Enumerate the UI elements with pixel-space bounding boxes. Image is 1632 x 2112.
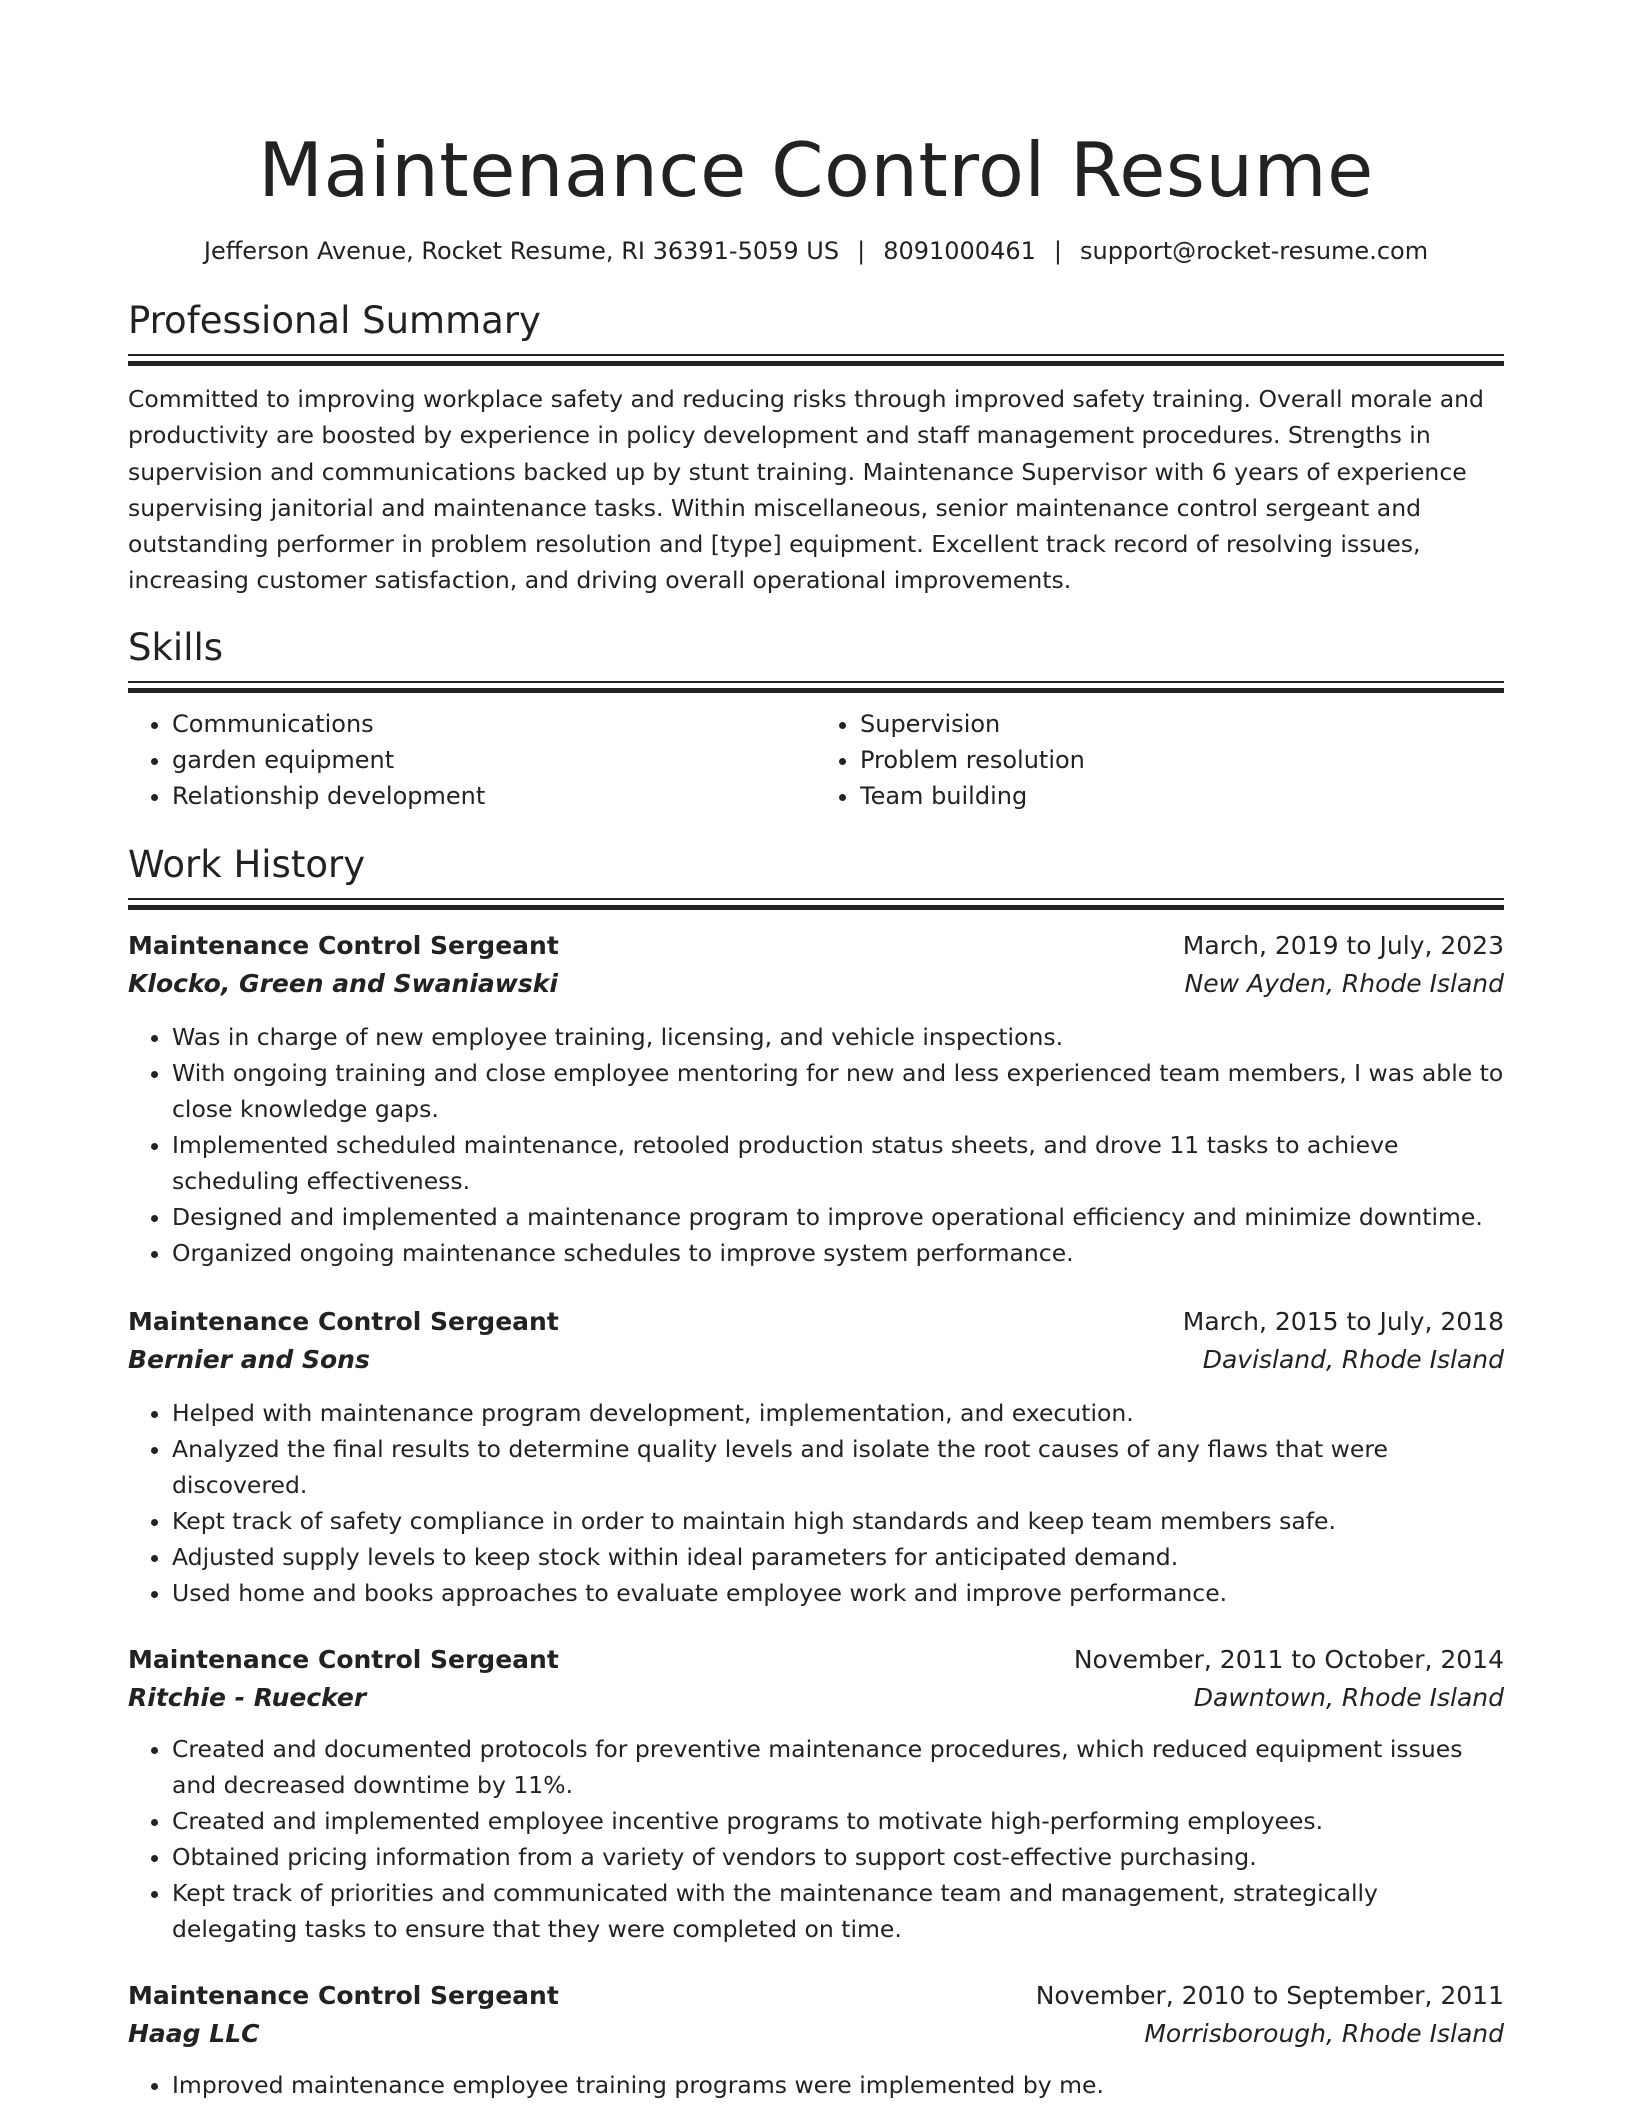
job-bullet: • Improved maintenance employee training programs were implemented by me. — [172, 2067, 1504, 2103]
job-dates: March, 2019 to July, 2023 — [1182, 930, 1504, 960]
work-history-section — [128, 842, 1504, 2103]
job-location: Morrisborough, Rhode Island — [1144, 2018, 1504, 2048]
job-bullet: • Was in charge of new employee training, licensing, and vehicle inspections. — [172, 1019, 1504, 1055]
section-title-work-history: Work History — [128, 842, 366, 886]
job-bullets — [128, 1395, 1504, 1611]
job-bullet: • Designed and implemented a maintenance program to improve operational efficiency and minimize downtime. — [172, 1199, 1504, 1235]
summary-text: Committed to improving workplace safety and reducing risks through improved safety training. Overall morale and productivity are boosted by experience in policy development and staff management procedures. Strengths in supervision and communications backed up by stunt training. Maintenance Supervisor with 6 years of experience supervising janitorial and maintenance tasks. Within miscellaneous, senior maintenance control sergeant and outstanding performer in problem resolution and [type] equipment. Excellent track record of resolving issues, increasing customer satisfaction, and driving overall operational improvements. — [128, 385, 1484, 595]
skills-section — [128, 625, 1504, 814]
skills-right-list — [816, 706, 1504, 814]
job-bullet: • Analyzed the final results to determine quality levels and isolate the root causes of any flaws that were discovered. — [172, 1431, 1504, 1503]
job-title: Maintenance Control Sergeant — [128, 1306, 559, 1336]
job-bullets — [128, 1019, 1504, 1271]
skill-item: • garden equipment — [172, 742, 816, 778]
job-company-row — [128, 965, 1504, 1003]
job-bullet: • Helped with maintenance program development, implementation, and execution. — [172, 1395, 1504, 1431]
job-bullets — [128, 2067, 1504, 2103]
job-company-row — [128, 1679, 1504, 1717]
skill-item: • Communications — [172, 706, 816, 742]
skill-item: • Relationship development — [172, 778, 816, 814]
job-title: Maintenance Control Sergeant — [128, 1644, 559, 1674]
job-dates: November, 2011 to October, 2014 — [1073, 1644, 1504, 1674]
contact-separator: | — [1053, 237, 1062, 265]
job-bullet: • Created and documented protocols for preventive maintenance procedures, which reduced equipment issues and decreased downtime by 11%. — [172, 1731, 1504, 1803]
summary-section — [128, 298, 1504, 599]
job-bullet: • With ongoing training and close employee mentoring for new and less experienced team members, I was able to close knowledge gaps. — [172, 1055, 1504, 1127]
job-dates: November, 2010 to September, 2011 — [1035, 1980, 1504, 2010]
skills-left-list — [128, 706, 816, 814]
contact-email: support@rocket-resume.com — [1079, 237, 1429, 265]
contact-address: Jefferson Avenue, Rocket Resume, RI 36391-5059 US — [203, 237, 840, 265]
job-entry — [128, 1303, 1504, 1611]
contact-phone: 8091000461 — [883, 237, 1036, 265]
section-title-skills: Skills — [128, 625, 224, 669]
job-company-row — [128, 1341, 1504, 1379]
job-bullet: • Used home and books approaches to evaluate employee work and improve performance. — [172, 1575, 1504, 1611]
skills-columns — [128, 706, 1504, 814]
job-bullet: • Implemented scheduled maintenance, retooled production status sheets, and drove 11 tasks to achieve scheduling effectiveness. — [172, 1127, 1504, 1199]
job-bullet: • Kept track of safety compliance in order to maintain high standards and keep team members safe. — [172, 1503, 1504, 1539]
job-company: Klocko, Green and Swaniawski — [128, 968, 558, 998]
skill-item: • Problem resolution — [860, 742, 1504, 778]
job-location: Dawntown, Rhode Island — [1193, 1682, 1504, 1712]
job-bullet: • Obtained pricing information from a variety of vendors to support cost-effective purchasing. — [172, 1839, 1504, 1875]
skill-item: • Team building — [860, 778, 1504, 814]
section-divider — [128, 681, 1504, 696]
resume-title: Maintenance Control Resume — [258, 126, 1374, 214]
job-entry — [128, 1977, 1504, 2103]
job-header-row — [128, 1977, 1504, 2015]
job-header-row — [128, 1641, 1504, 1679]
job-bullet: • Adjusted supply levels to keep stock within ideal parameters for anticipated demand. — [172, 1539, 1504, 1575]
job-company: Ritchie - Ruecker — [128, 1682, 367, 1712]
job-entry — [128, 927, 1504, 1271]
skill-item: • Supervision — [860, 706, 1504, 742]
job-bullet: • Kept track of priorities and communicated with the maintenance team and management, strategically delegating tasks to ensure that they were completed on time. — [172, 1875, 1504, 1947]
section-divider — [128, 354, 1504, 369]
contact-separator: | — [857, 237, 866, 265]
job-location: New Ayden, Rhode Island — [1184, 968, 1504, 998]
section-title-summary: Professional Summary — [128, 299, 541, 342]
contact-line — [128, 234, 1504, 268]
job-dates: March, 2015 to July, 2018 — [1182, 1306, 1504, 1336]
job-bullet: • Created and implemented employee incentive programs to motivate high-performing employees. — [172, 1803, 1504, 1839]
job-bullet: • Organized ongoing maintenance schedules to improve system performance. — [172, 1235, 1504, 1271]
job-title: Maintenance Control Sergeant — [128, 930, 559, 960]
job-company-row — [128, 2015, 1504, 2053]
job-header-row — [128, 1303, 1504, 1341]
job-header-row — [128, 927, 1504, 965]
section-divider — [128, 898, 1504, 913]
job-title: Maintenance Control Sergeant — [128, 1980, 559, 2010]
job-entry — [128, 1641, 1504, 1947]
job-bullets — [128, 1731, 1504, 1947]
job-company: Bernier and Sons — [128, 1344, 370, 1374]
job-company: Haag LLC — [128, 2018, 260, 2048]
job-location: Davisland, Rhode Island — [1202, 1344, 1504, 1374]
resume-page — [128, 0, 1504, 2103]
